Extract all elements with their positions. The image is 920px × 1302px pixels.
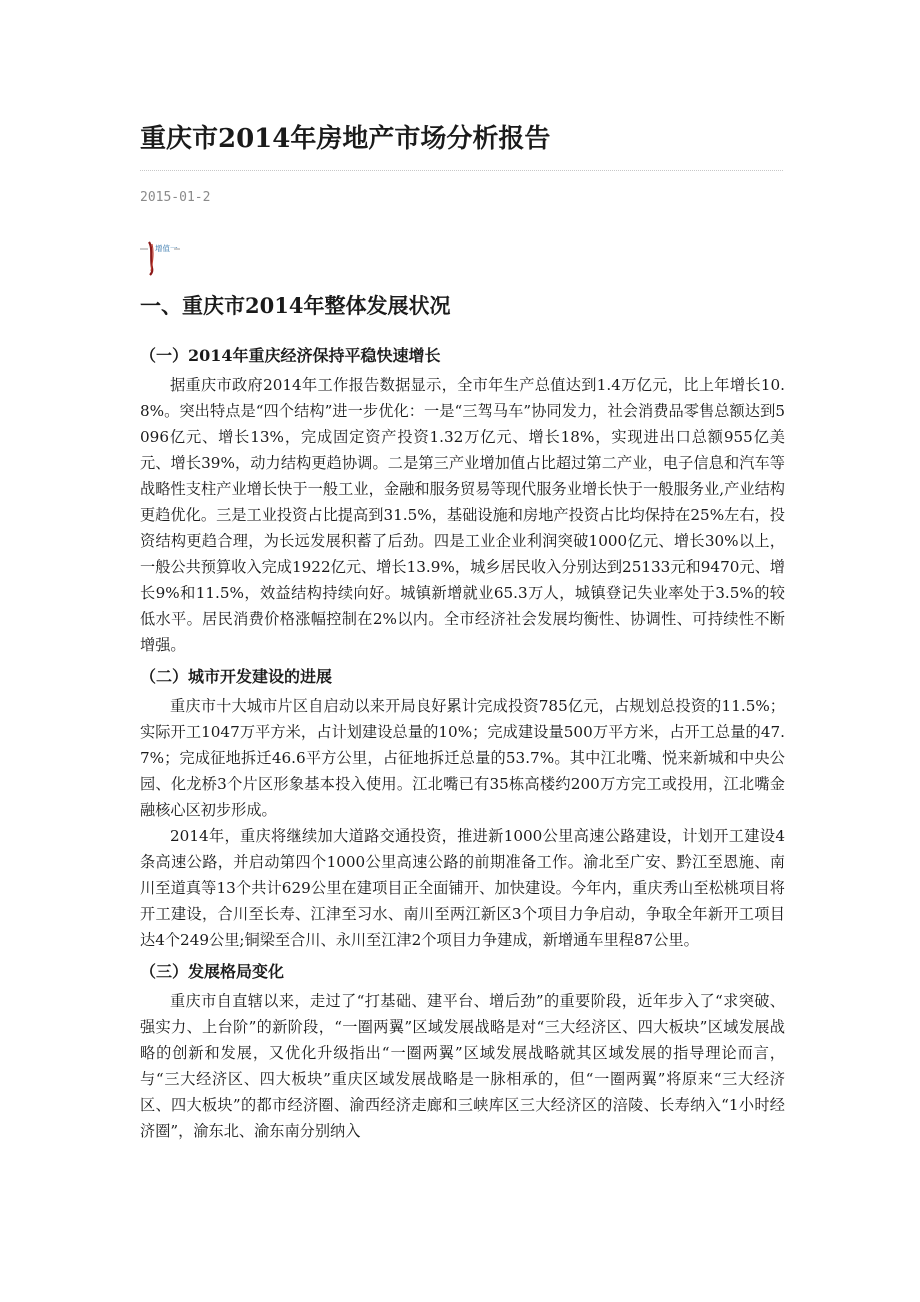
paragraph: 重庆市自直辖以来，走过了“打基础、建平台、增后劲”的重要阶段，近年步入了“求突破、强实力、上台阶”的新阶段，“一圈两翼”区域发展战略是对“三大经济区、四大板块”区域发展战略的创新和发展，又优化升级指出“一圈两翼”区域发展战略就其区域发展的指导理论而言，与“三大经济区、四大板块”重庆区域发展战略是一脉相承的，但“一圈两翼”将原来“三大经济区、四大板块”的都市经济圈、渝西经济走廊和三峡库区三大经济区的涪陵、长寿纳入“1小时经济圈”，渝东北、渝东南分别纳入 xyxy=(140,992,785,1140)
article-body xyxy=(140,343,785,1144)
main-heading: 一、重庆市2014年整体发展状况 xyxy=(140,293,451,318)
title-divider xyxy=(140,170,783,171)
section-heading: （一）2014年重庆经济保持平稳快速增长 xyxy=(140,346,441,365)
publish-date: 2015-01-2 xyxy=(140,190,211,205)
decorative-logo-icon xyxy=(140,238,180,276)
logo-label: 增值一 xyxy=(155,244,178,253)
section-heading: （二）城市开发建设的进展 xyxy=(140,667,333,686)
paragraph: 重庆市十大城市片区自启动以来开局良好累计完成投资785亿元，占规划总投资的11.5%；实际开工1047万平方米，占计划建设总量的10%；完成建设量500万平方米，占开工总量的47.7%；完成征地拆迁46.6平方公里，占征地拆迁总量的53.7%。其中江北嘴、悦来新城和中央公园、化龙桥3个片区形象基本投入使用。江北嘴已有35栋高楼约200万方完工或投用，江北嘴金融核心区初步形成。 xyxy=(140,697,785,819)
paragraph: 2014年，重庆将继续加大道路交通投资，推进新1000公里高速公路建设，计划开工建设4条高速公路，并启动第四个1000公里高速公路的前期准备工作。渝北至广安、黔江至恩施、南川至道真等13个共计629公里在建项目正全面铺开、加快建设。今年内，重庆秀山至松桃项目将开工建设，合川至长寿、江津至习水、南川至两江新区3个项目力争启动，争取全年新开工项目达4个249公里;铜梁至合川、永川至江津2个项目力争建成，新增通车里程87公里。 xyxy=(140,827,785,949)
paragraph: 据重庆市政府2014年工作报告数据显示，全市年生产总值达到1.4万亿元，比上年增长10.8%。突出特点是“四个结构”进一步优化：一是“三驾马车”协同发力，社会消费品零售总额达到5096亿元、增长13%，完成固定资产投资1.32万亿元、增长18%，实现进出口总额955亿美元、增长39%，动力结构更趋协调。二是第三产业增加值占比超过第二产业，电子信息和汽车等战略性支柱产业增长快于一般工业，金融和服务贸易等现代服务业增长快于一般服务业,产业结构更趋优化。三是工业投资占比提高到31.5%，基础设施和房地产投资占比均保持在25%左右，投资结构更趋合理，为长远发展积蓄了后劲。四是工业企业利润突破1000亿元、增长30%以上，一般公共预算收入完成1922亿元、增长13.9%，城乡居民收入分别达到25133元和9470元、增长9%和11.5%，效益结构持续向好。城镇新增就业65.3万人，城镇登记失业率处于3.5%的较低水平。居民消费价格涨幅控制在2%以内。全市经济社会发展均衡性、协调性、可持续性不断增强。 xyxy=(140,376,785,654)
page-title: 重庆市2014年房地产市场分析报告 xyxy=(140,124,551,154)
section-heading: （三）发展格局变化 xyxy=(140,962,285,981)
